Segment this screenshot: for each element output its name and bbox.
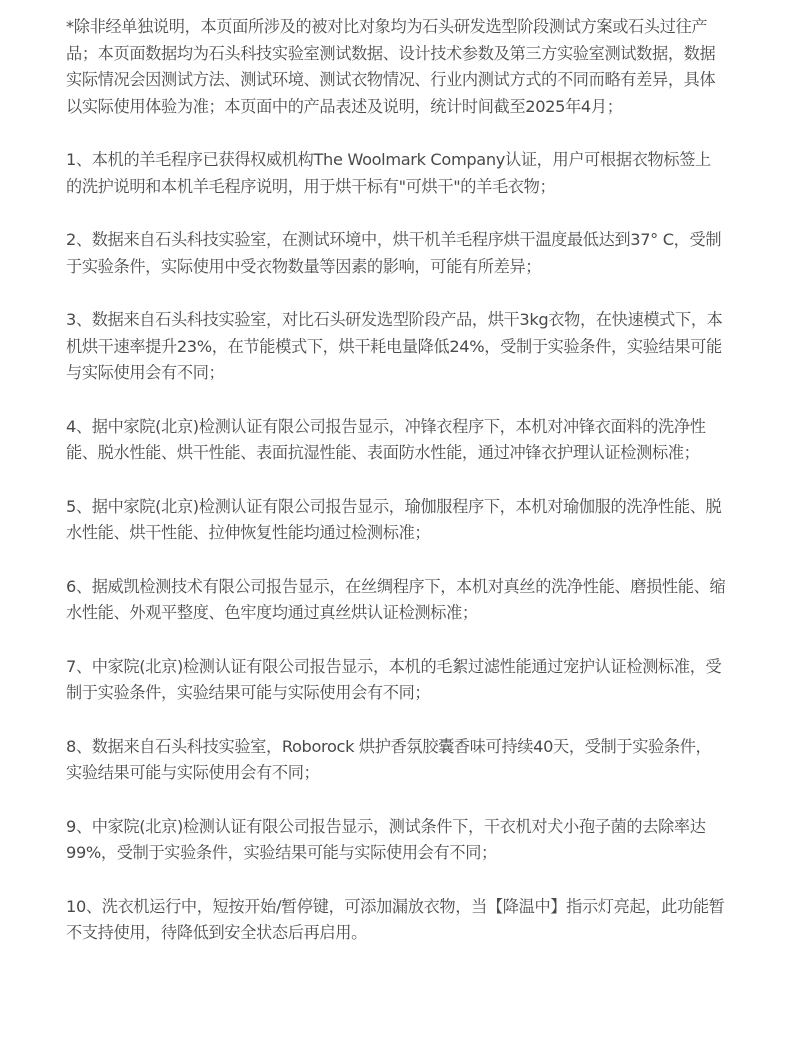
- footnote-4: 4、据中家院(北京)检测认证有限公司报告显示，冲锋衣程序下，本机对冲锋衣面料的洗净性能、脱水性能、烘干性能、表面抗湿性能、表面防水性能，通过冲锋衣护理认证检测标准；: [66, 416, 706, 462]
- footnote-7: 7、中家院(北京)检测认证有限公司报告显示，本机的毛絮过滤性能通过宠护认证检测标准，受制于实验条件，实验结果可能与实际使用会有不同；: [66, 656, 722, 702]
- footnote-1: 1、本机的羊毛程序已获得权威机构The Woolmark Company认证，用户可根据衣物标签上的洗护说明和本机羊毛程序说明，用于烘干标有"可烘干"的羊毛衣物；: [66, 150, 711, 196]
- footnote-3: 3、数据来自石头科技实验室，对比石头研发选型阶段产品，烘干3kg衣物，在快速模式下，本机烘干速率提升23%，在节能模式下，烘干耗电量降低24%，受制于实验条件，实验结果可能与实际使用会有不同；: [66, 310, 723, 382]
- footnote-2: 2、数据来自石头科技实验室，在测试环境中，烘干机羊毛程序烘干温度最低达到37° C，受制于实验条件，实际使用中受衣物数量等因素的影响，可能有所差异；: [66, 230, 722, 276]
- footnote-10: 10、洗衣机运行中，短按开始/暂停键，可添加漏放衣物，当【降温中】指示灯亮起，此功能暂不支持使用，待降低到安全状态后再启用。: [66, 896, 725, 942]
- footnote-9: 9、中家院(北京)检测认证有限公司报告显示，测试条件下，干衣机对犬小孢子菌的去除率达99%，受制于实验条件，实验结果可能与实际使用会有不同；: [66, 816, 706, 862]
- footnotes-section: [66, 14, 726, 974]
- footnote-8: 8、数据来自石头科技实验室，Roborock 烘护香氛胶囊香味可持续40天，受制于实验条件，实验结果可能与实际使用会有不同；: [66, 736, 712, 782]
- footnote-6: 6、据威凯检测技术有限公司报告显示，在丝绸程序下，本机对真丝的洗净性能、磨损性能、缩水性能、外观平整度、色牢度均通过真丝烘认证检测标准；: [66, 576, 726, 622]
- footnote-5: 5、据中家院(北京)检测认证有限公司报告显示，瑜伽服程序下，本机对瑜伽服的洗净性能、脱水性能、烘干性能、拉伸恢复性能均通过检测标准；: [66, 496, 722, 542]
- disclaimer-text: *除非经单独说明，本页面所涉及的被对比对象均为石头研发选型阶段测试方案或石头过往产品；本页面数据均为石头科技实验室测试数据、设计技术参数及第三方实验室测试数据，数据实际情况会因测试方法、测试环境、测试衣物情况、行业内测试方式的不同而略有差异，具体以实际使用体验为准；本页面中的产品表述及说明，统计时间截至2025年4月；: [66, 17, 716, 116]
